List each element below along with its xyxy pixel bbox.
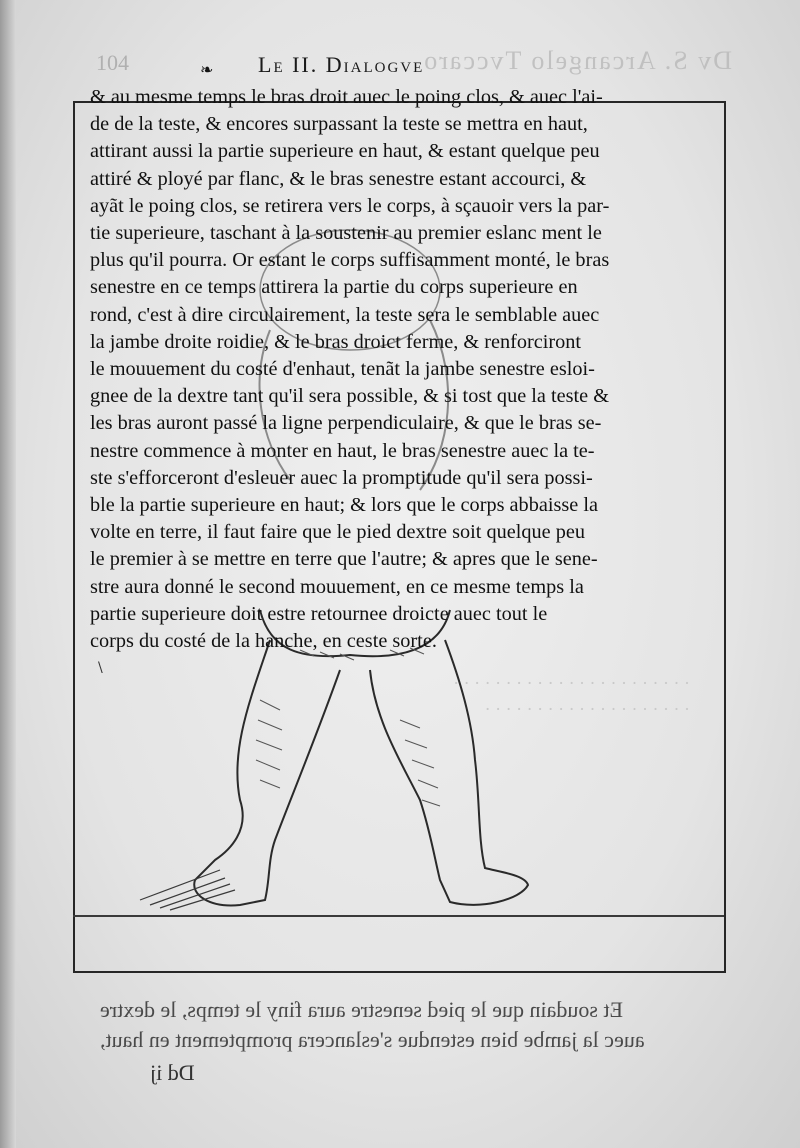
text-line: partie superieure doit estre retournee droicte auec tout le xyxy=(90,602,548,625)
text-line: attiré & ployé par flanc, & le bras senestre estant accourci, & xyxy=(90,167,587,190)
text-line: de de la teste, & encores surpassant la teste se mettra en haut, xyxy=(90,113,588,136)
book-spine-shadow xyxy=(0,0,16,1148)
text-line: rond, c'est à dire circulairement, la teste sera le semblable auec xyxy=(90,303,600,326)
stray-mark: \ xyxy=(98,660,103,676)
text-line: corps du costé de la hanche, en ceste sorte. xyxy=(90,630,437,653)
text-line: plus qu'il pourra. Or estant le corps suffisamment monté, le bras xyxy=(90,249,610,272)
signature-mark: Dd ij xyxy=(150,1060,195,1085)
mirrored-caption-line: auec la jambe bien estendue s'eslancera promptement en haut, xyxy=(100,1027,645,1052)
text-line: la jambe droite roidie, & le bras droict ferme, & renforciront xyxy=(90,330,582,353)
text-line: le premier à se mettre en terre que l'autre; & apres que le sene- xyxy=(90,548,598,571)
text-line: stre aura donné le second mouuement, en ce mesme temps la xyxy=(90,575,584,598)
bleed-through-header: Dv S. Arcangelo Tvccaro xyxy=(422,46,732,75)
bleed-through-text: · · · · · · · · · · · · · · · · · · · · · · · · · · · · · · · · · · · · · · · · · · · xyxy=(453,673,690,719)
text-line: le mouuement du costé d'enhaut, tenãt la jambe senestre esloi- xyxy=(90,358,595,381)
text-line: attirant aussi la partie superieure en haut, & estant quelque peu xyxy=(90,140,600,163)
text-line: volte en terre, il faut faire que le pied dextre soit quelque peu xyxy=(90,521,585,544)
text-line: ayãt le poing clos, se retirera vers le corps, à sçauoir vers la par- xyxy=(90,194,610,217)
text-line: ble la partie superieure en haut; & lors que le corps abbaisse la xyxy=(90,494,598,517)
text-line: senestre en ce temps attirera la partie du corps superieure en xyxy=(90,276,578,299)
mirrored-caption-line: Et soudain que le pied senestre aura finy le temps, le dextre xyxy=(100,997,623,1022)
text-line: & au mesme temps le bras droit auec le poing clos, & auec l'ai- xyxy=(90,86,603,108)
text-line: nestre commence à monter en haut, le bras senestre auec la te- xyxy=(90,439,595,462)
text-line: les bras auront passé la ligne perpendiculaire, & que le bras se- xyxy=(90,412,602,435)
text-line: gnee de la dextre tant qu'il sera possible, & si tost que la teste & xyxy=(90,385,610,408)
page-number: 104 xyxy=(96,50,129,75)
text-line: tie superieure, taschant à la soustenir au premier eslanc ment le xyxy=(90,222,602,245)
mirrored-caption xyxy=(100,995,740,1055)
ornament-dot: ❧ xyxy=(200,60,214,79)
running-head: Le II. Dialogve xyxy=(258,52,425,77)
body-text xyxy=(90,84,730,655)
text-line: ste s'efforceront d'esleuer auec la promptitude qu'il sera possi- xyxy=(90,466,593,489)
